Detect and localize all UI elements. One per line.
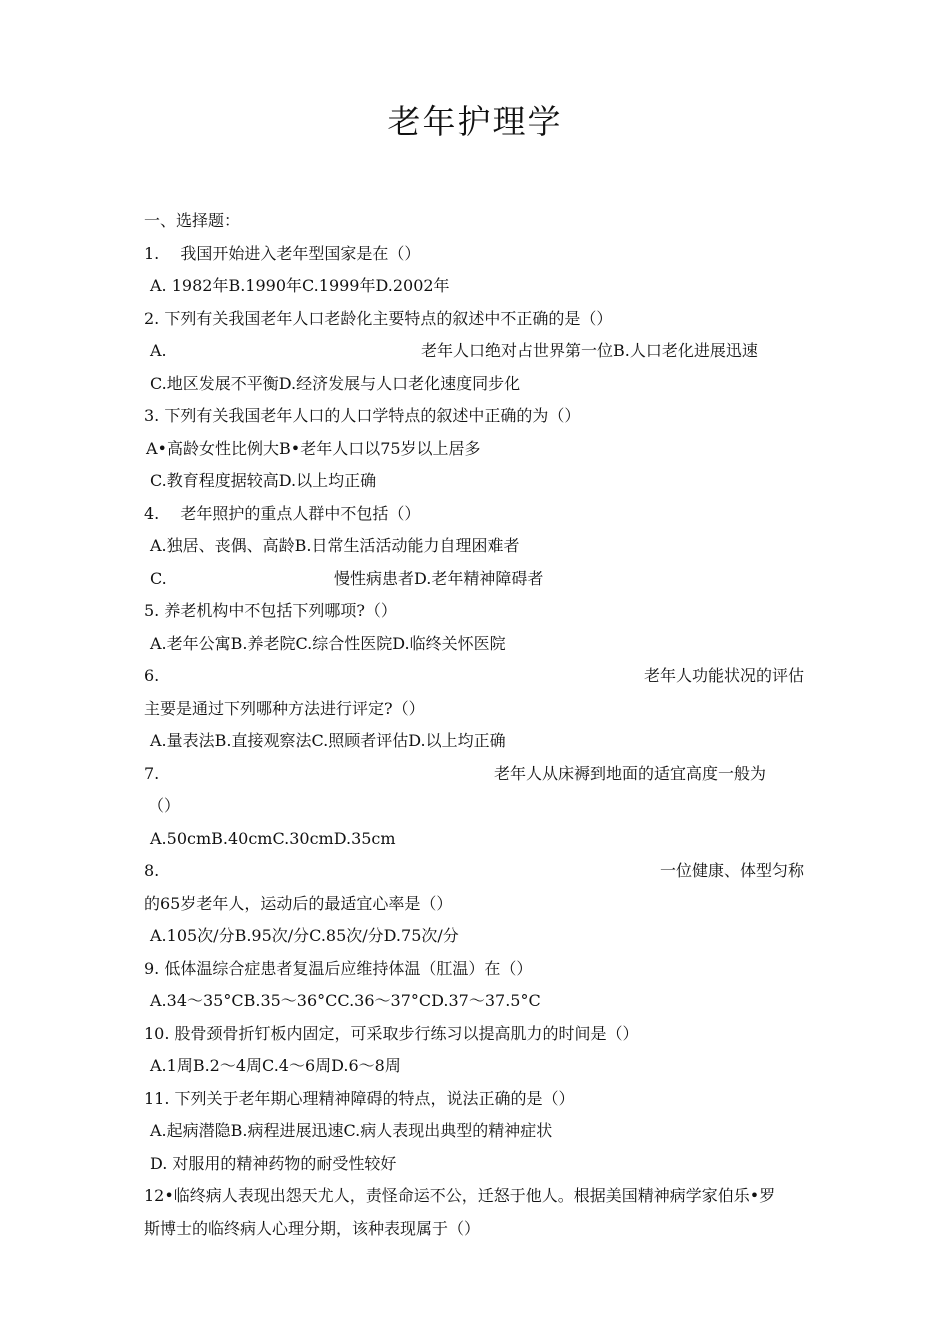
question-11-options-line-2: D. 对服用的精神药物的耐受性较好 [150, 1154, 397, 1173]
question-3: 3. 下列有关我国老年人口的人口学特点的叙述中正确的为（） [144, 406, 581, 425]
question-5: 5. 养老机构中不包括下列哪项?（） [144, 601, 397, 620]
question-7-line-2: （） [148, 796, 181, 815]
question-3-options-line-2: C.教育程度据较高D.以上均正确 [150, 471, 377, 490]
question-8-line-2: 的65岁老年人，运动后的最适宜心率是（） [144, 894, 453, 913]
question-4-options-line-1: A.独居、丧偶、高龄B.日常生活活动能力自理困难者 [150, 536, 520, 555]
question-1-options: A. 1982年B.1990年C.1999年D.2002年 [150, 276, 450, 295]
question-2-option-a-label: A. [150, 341, 167, 360]
question-9-options: A.34〜35°CB.35〜36°CC.36〜37°CD.37〜37.5°C [150, 991, 541, 1010]
question-6-line-1 [144, 665, 804, 687]
question-8-line-1 [144, 860, 804, 882]
question-8-number: 8. [144, 861, 160, 880]
question-11-options-line-1: A.起病潜隐B.病程进展迅速C.病人表现出典型的精神症状 [150, 1121, 553, 1140]
question-8-text-start: 一位健康、体型匀称 [659, 861, 804, 880]
question-7-options: A.50cmB.40cmC.30cmD.35cm [150, 829, 396, 848]
question-3-options-line-1: A•高龄女性比例大B•老年人口以75岁以上居多 [146, 439, 481, 458]
question-12-line-2: 斯博士的临终病人心理分期，该种表现属于（） [144, 1219, 481, 1238]
question-7-text-start: 老年人从床褥到地面的适宜高度一般为 [494, 764, 767, 783]
section-heading: 一、选择题： [144, 211, 241, 230]
question-4-options-line-2: 慢性病患者D.老年精神障碍者 [334, 569, 544, 588]
question-2: 2. 下列有关我国老年人口老龄化主要特点的叙述中不正确的是（） [144, 309, 613, 328]
question-4-option-c-label: C. [150, 569, 167, 588]
question-8-options: A.105次/分B.95次/分C.85次/分D.75次/分 [150, 926, 459, 945]
question-1: 1. 我国开始进入老年型国家是在（） [144, 244, 421, 263]
question-7-number: 7. [144, 764, 160, 783]
question-2-options-line-2: C.地区发展不平衡D.经济发展与人口老化速度同步化 [150, 374, 521, 393]
question-6-line-2: 主要是通过下列哪种方法进行评定?（） [144, 699, 425, 718]
question-6-number: 6. [144, 666, 160, 685]
question-6-options: A.量表法B.直接观察法C.照顾者评估D.以上均正确 [150, 731, 506, 750]
question-10-options: A.1周B.2〜4周C.4〜6周D.6〜8周 [150, 1056, 401, 1075]
question-11: 11. 下列关于老年期心理精神障碍的特点，说法正确的是（） [144, 1089, 575, 1108]
question-2-options-line-1: 老年人口绝对占世界第一位B.人口老化进展迅速 [421, 341, 758, 360]
question-10: 10. 股骨颈骨折钉板内固定，可采取步行练习以提高肌力的时间是（） [144, 1024, 639, 1043]
question-5-options: A.老年公寓B.养老院C.综合性医院D.临终关怀医院 [150, 634, 506, 653]
question-4: 4. 老年照护的重点人群中不包括（） [144, 504, 421, 523]
page-title: 老年护理学 [387, 102, 563, 141]
question-9: 9. 低体温综合症患者复温后应维持体温（肛温）在（） [144, 959, 533, 978]
question-12-line-1: 12•临终病人表现出怨天尤人，责怪命运不公，迁怒于他人。根据美国精神病学家伯乐•罗 [144, 1186, 776, 1205]
question-6-text-start: 老年人功能状况的评估 [643, 666, 804, 685]
